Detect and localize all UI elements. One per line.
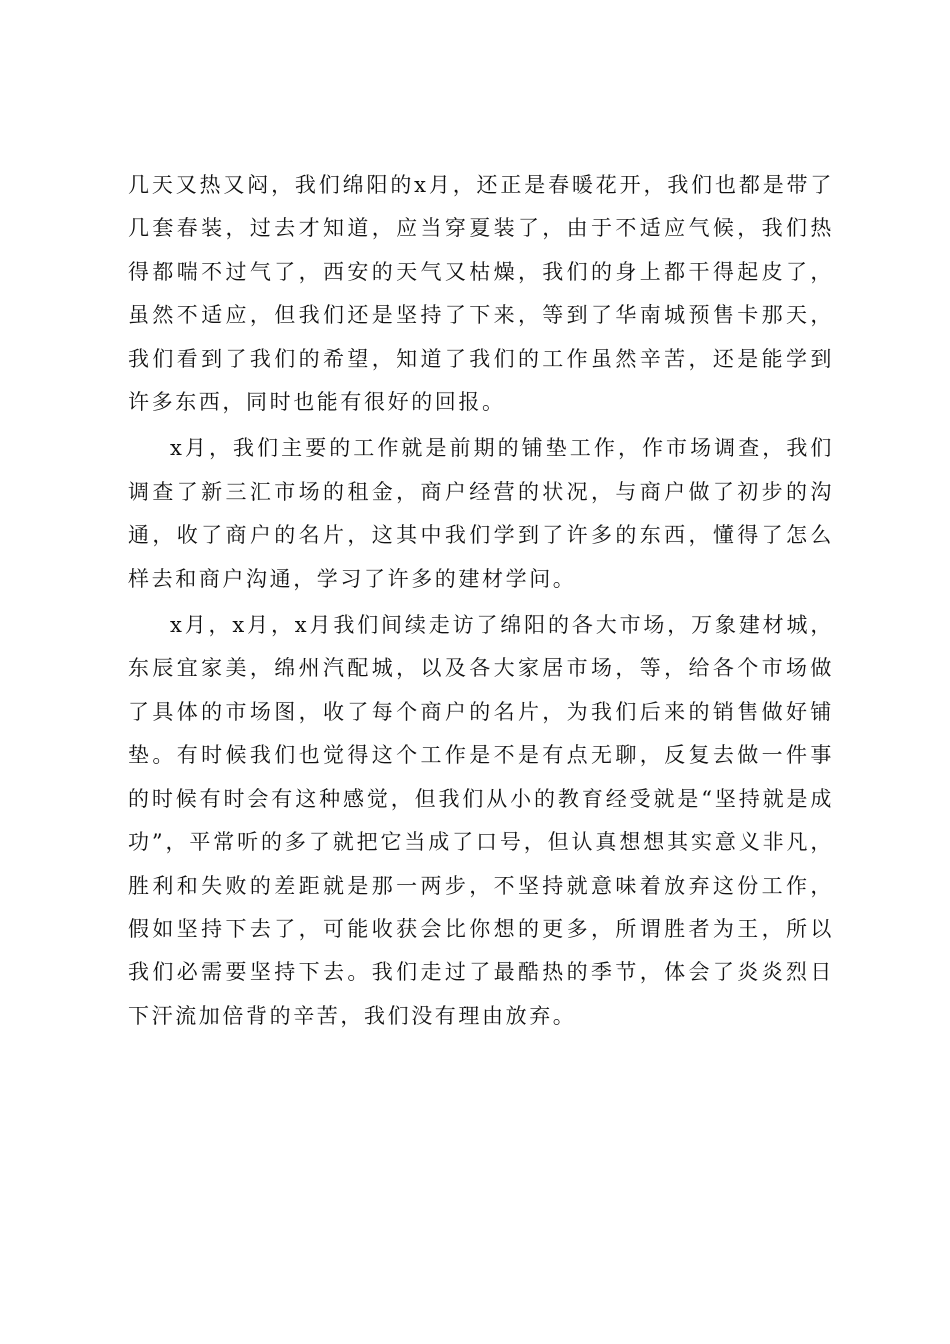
paragraph-persistence: x月，x月，x月我们间续走访了绵阳的各大市场，万象建材城，东辰宜家美，绵州汽配城，以及各大家居市场，等，给各个市场做了具体的市场图，收了每个商户的名片，为我们后来的销售做好铺垫。有时候我们也觉得这个工作是不是有点无聊，反复去做一件事的时候有时会有这种感觉，但我们从小的教育经受就是“坚持就是成功”，平常听的多了就把它当成了口号，但认真想想其实意义非凡，胜利和失败的差距就是那一两步，不坚持就意味着放弃这份工作，假如坚持下去了，可能收获会比你想的更多，所谓胜者为王，所以我们必需要坚持下去。我们走过了最酷热的季节，体会了炎炎烈日下汗流加倍背的辛苦，我们没有理由放弃。 — [128, 613, 834, 1028]
paragraph-market-survey: x月，我们主要的工作就是前期的铺垫工作，作市场调查，我们调查了新三汇市场的租金，商户经营的状况，与商户做了初步的沟通，收了商户的名片，这其中我们学到了许多的东西，懂得了怎么样去和商户沟通，学习了许多的建材学问。 — [128, 436, 834, 591]
document-body — [128, 164, 834, 1038]
paragraph-continuation: 几天又热又闷，我们绵阳的x月，还正是春暖花开，我们也都是带了几套春装，过去才知道，应当穿夏装了，由于不适应气候，我们热得都喘不过气了，西安的天气又枯燥，我们的身上都干得起皮了，虽然不适应，但我们还是坚持了下来，等到了华南城预售卡那天，我们看到了我们的希望，知道了我们的工作虽然辛苦，还是能学到许多东西，同时也能有很好的回报。 — [128, 173, 834, 415]
